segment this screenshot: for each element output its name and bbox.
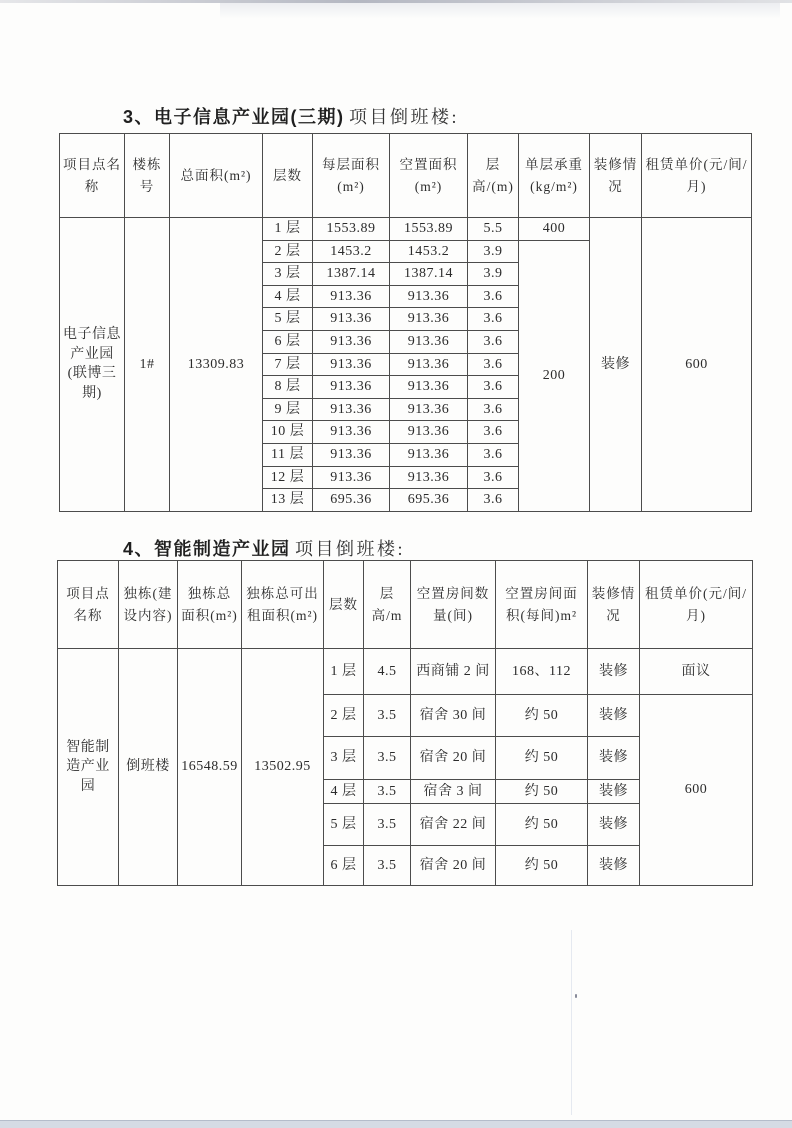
cell-vacant-area: 913.36 — [390, 466, 468, 489]
col-decoration: 装修情况 — [588, 561, 640, 649]
cell-rooms: 宿舍 22 间 — [411, 804, 496, 846]
cell-height: 5.5 — [468, 218, 519, 241]
cell-total-area: 13309.83 — [170, 218, 263, 512]
col-building-no: 楼栋号 — [125, 134, 170, 218]
col-project-name: 项目点名称 — [60, 134, 125, 218]
cell-height: 3.6 — [468, 285, 519, 308]
cell-decoration: 装修 — [588, 804, 640, 846]
cell-rooms: 宿舍 20 间 — [411, 737, 496, 780]
cell-vacant-area: 913.36 — [390, 353, 468, 376]
cell-height: 3.6 — [468, 443, 519, 466]
col-decoration: 装修情况 — [590, 134, 642, 218]
col-project-name: 项目点名称 — [58, 561, 119, 649]
cell-decoration: 装修 — [588, 780, 640, 804]
cell-height: 3.6 — [468, 421, 519, 444]
cell-rooms: 宿舍 3 间 — [411, 780, 496, 804]
cell-floor-area: 913.36 — [313, 353, 390, 376]
cell-decoration: 装修 — [590, 218, 642, 512]
cell-floor: 9 层 — [263, 398, 313, 421]
cell-floor: 3 层 — [263, 263, 313, 286]
table-header-row — [60, 134, 752, 218]
cell-vacant-area: 913.36 — [390, 421, 468, 444]
cell-vacant-area: 913.36 — [390, 330, 468, 353]
cell-floor: 10 层 — [263, 421, 313, 444]
cell-floor: 2 层 — [324, 695, 364, 737]
cell-rooms: 宿舍 30 间 — [411, 695, 496, 737]
cell-floor: 7 层 — [263, 353, 313, 376]
cell-height: 3.5 — [364, 804, 411, 846]
cell-floor-area: 913.36 — [313, 376, 390, 399]
cell-room-area: 约 50 — [496, 695, 588, 737]
section-3-heading-bold: 3、电子信息产业园(三期) — [123, 107, 345, 127]
col-building-content: 独栋(建设内容) — [119, 561, 178, 649]
cell-floor: 8 层 — [263, 376, 313, 399]
cell-height: 3.6 — [468, 330, 519, 353]
cell-floor-area: 913.36 — [313, 285, 390, 308]
table-smart-manufacturing-park — [57, 560, 753, 886]
cell-floor: 1 层 — [324, 649, 364, 695]
section-3-heading — [123, 103, 459, 129]
col-floor-area: 每层面积(m²) — [313, 134, 390, 218]
cell-floor: 12 层 — [263, 466, 313, 489]
cell-vacant-area: 913.36 — [390, 376, 468, 399]
cell-height: 3.5 — [364, 737, 411, 780]
cell-room-area: 约 50 — [496, 804, 588, 846]
col-vacant-area: 空置面积(m²) — [390, 134, 468, 218]
col-floors: 层数 — [263, 134, 313, 218]
section-3-heading-rest: 项目倒班楼: — [349, 107, 460, 127]
cell-vacant-area: 913.36 — [390, 443, 468, 466]
cell-height: 3.5 — [364, 846, 411, 886]
col-rent-price: 租赁单价(元/间/月) — [640, 561, 753, 649]
table-row — [58, 649, 753, 695]
cell-floor-area: 913.36 — [313, 308, 390, 331]
cell-floor: 4 层 — [324, 780, 364, 804]
cell-building-no: 1# — [125, 218, 170, 512]
cell-total-area: 16548.59 — [178, 649, 242, 886]
cell-floor: 6 层 — [263, 330, 313, 353]
cell-floor: 4 层 — [263, 285, 313, 308]
cell-rentable-area: 13502.95 — [242, 649, 324, 886]
section-4-heading — [123, 535, 405, 561]
col-total-area: 独栋总面积(m²) — [178, 561, 242, 649]
cell-height: 3.6 — [468, 466, 519, 489]
cell-price: 600 — [640, 695, 753, 886]
cell-height: 3.6 — [468, 489, 519, 512]
table-header-row — [58, 561, 753, 649]
cell-height: 3.5 — [364, 695, 411, 737]
cell-floor-area: 913.36 — [313, 398, 390, 421]
cell-height: 3.6 — [468, 376, 519, 399]
col-floor-height: 层高/(m) — [468, 134, 519, 218]
cell-height: 3.5 — [364, 780, 411, 804]
cell-height: 3.6 — [468, 353, 519, 376]
cell-height: 4.5 — [364, 649, 411, 695]
cell-price: 600 — [642, 218, 752, 512]
table-electronics-park — [59, 133, 752, 512]
cell-project-name: 电子信息产业园(联博三期) — [60, 218, 125, 512]
scan-artifact-line — [571, 930, 572, 1115]
cell-vacant-area: 1387.14 — [390, 263, 468, 286]
col-room-area: 空置房间面积(每间)m² — [496, 561, 588, 649]
col-load-capacity: 单层承重(kg/m²) — [519, 134, 590, 218]
cell-load: 400 — [519, 218, 590, 241]
cell-floor-area: 1387.14 — [313, 263, 390, 286]
cell-floor: 5 层 — [263, 308, 313, 331]
cell-vacant-area: 695.36 — [390, 489, 468, 512]
cell-vacant-area: 913.36 — [390, 308, 468, 331]
cell-height: 3.9 — [468, 263, 519, 286]
col-floor-height: 层高/m — [364, 561, 411, 649]
cell-floor: 6 层 — [324, 846, 364, 886]
cell-floor: 5 层 — [324, 804, 364, 846]
cell-height: 3.6 — [468, 308, 519, 331]
section-4-heading-rest: 项目倒班楼: — [295, 539, 406, 559]
cell-vacant-area: 1453.2 — [390, 240, 468, 263]
cell-building: 倒班楼 — [119, 649, 178, 886]
cell-floor: 2 层 — [263, 240, 313, 263]
cell-decoration: 装修 — [588, 695, 640, 737]
cell-rooms: 宿舍 20 间 — [411, 846, 496, 886]
col-floors: 层数 — [324, 561, 364, 649]
cell-floor-area: 913.36 — [313, 421, 390, 444]
section-4-heading-bold: 4、智能制造产业园 — [123, 539, 291, 559]
cell-decoration: 装修 — [588, 846, 640, 886]
cell-room-area: 约 50 — [496, 737, 588, 780]
cell-floor-area: 913.36 — [313, 443, 390, 466]
cell-floor-area: 1553.89 — [313, 218, 390, 241]
cell-floor-area: 1453.2 — [313, 240, 390, 263]
col-rentable-area: 独栋总可出租面积(m²) — [242, 561, 324, 649]
cell-floor-area: 913.36 — [313, 330, 390, 353]
cell-room-area: 168、112 — [496, 649, 588, 695]
cell-room-area: 约 50 — [496, 780, 588, 804]
cell-floor-area: 695.36 — [313, 489, 390, 512]
cell-load: 200 — [519, 240, 590, 511]
col-rent-price: 租赁单价(元/间/月) — [642, 134, 752, 218]
table-row — [60, 218, 752, 241]
cell-decoration: 装修 — [588, 649, 640, 695]
cell-floor: 13 层 — [263, 489, 313, 512]
cell-room-area: 约 50 — [496, 846, 588, 886]
cell-price: 面议 — [640, 649, 753, 695]
scan-haze — [220, 3, 780, 19]
cell-height: 3.6 — [468, 398, 519, 421]
col-vacant-rooms: 空置房间数量(间) — [411, 561, 496, 649]
cell-floor: 11 层 — [263, 443, 313, 466]
cell-floor-area: 913.36 — [313, 466, 390, 489]
cell-floor: 3 层 — [324, 737, 364, 780]
cell-rooms: 西商铺 2 间 — [411, 649, 496, 695]
scan-artifact-speck — [575, 994, 577, 998]
col-total-area: 总面积(m²) — [170, 134, 263, 218]
cell-vacant-area: 913.36 — [390, 398, 468, 421]
cell-vacant-area: 1553.89 — [390, 218, 468, 241]
cell-height: 3.9 — [468, 240, 519, 263]
cell-floor: 1 层 — [263, 218, 313, 241]
scan-edge-bottom — [0, 1120, 792, 1128]
cell-decoration: 装修 — [588, 737, 640, 780]
cell-project-name: 智能制造产业园 — [58, 649, 119, 886]
cell-vacant-area: 913.36 — [390, 285, 468, 308]
